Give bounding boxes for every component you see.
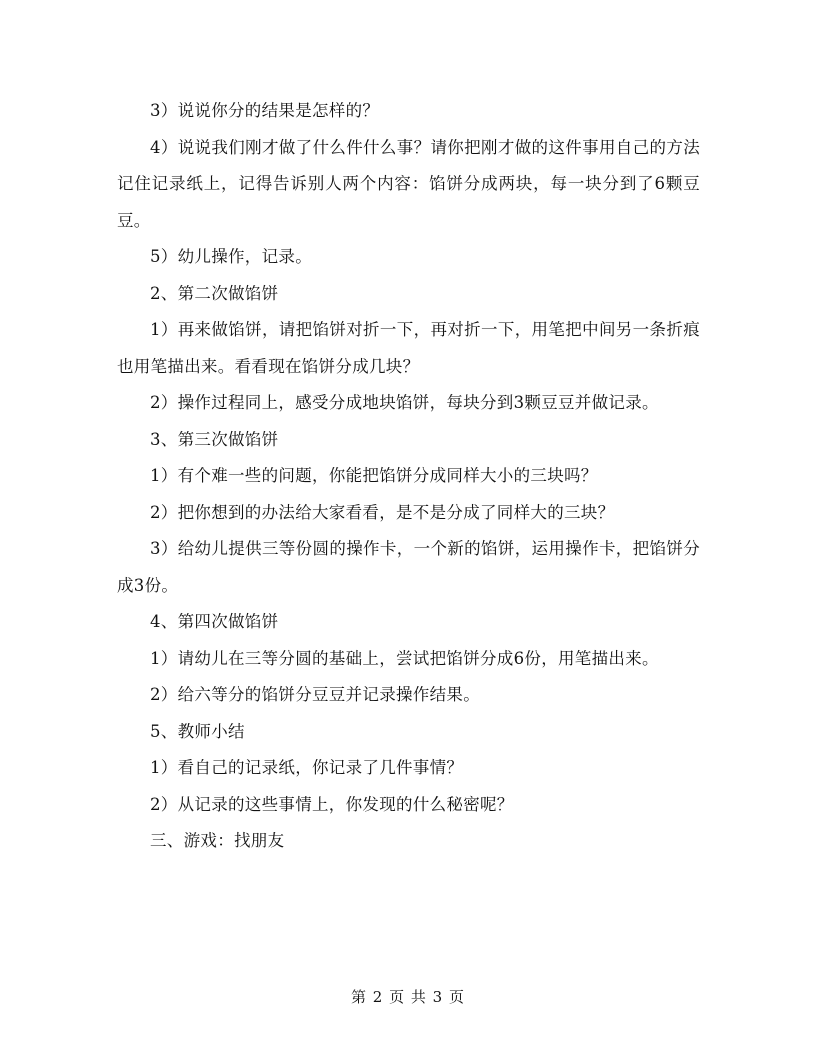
section-heading: 4、第四次做馅饼 xyxy=(150,612,279,631)
document-body xyxy=(117,93,700,860)
section-heading: 三、游戏：找朋友 xyxy=(150,831,285,850)
paragraph: 1）看自己的记录纸，你记录了几件事情？ xyxy=(150,758,464,777)
paragraph: 3）给幼儿提供三等份圆的操作卡，一个新的馅饼，运用操作卡，把馅饼分成3份。 xyxy=(117,539,700,595)
section-heading: 3、第三次做馅饼 xyxy=(150,429,279,449)
page-footer xyxy=(0,986,816,1007)
paragraph: 2）操作过程同上，感受分成地块馅饼，每块分到3颗豆豆并做记录。 xyxy=(150,393,659,412)
paragraph: 5）幼儿操作，记录。 xyxy=(150,247,312,266)
page-number-label: 第 2 页 共 3 页 xyxy=(351,988,465,1006)
paragraph: 1）请幼儿在三等分圆的基础上，尝试把馅饼分成6份，用笔描出来。 xyxy=(150,648,659,668)
paragraph: 2）给六等分的馅饼分豆豆并记录操作结果。 xyxy=(150,685,480,704)
paragraph: 2）从记录的这些事情上，你发现的什么秘密呢？ xyxy=(150,794,514,814)
paragraph: 1）再来做馅饼，请把馅饼对折一下，再对折一下，用笔把中间另一条折痕也用笔描出来。看看现在馅饼分成几块？ xyxy=(117,320,700,376)
section-heading: 5、教师小结 xyxy=(150,721,245,741)
paragraph: 3）说说你分的结果是怎样的？ xyxy=(150,101,380,120)
paragraph: 1）有个难一些的问题，你能把馅饼分成同样大小的三块吗？ xyxy=(150,466,598,485)
paragraph: 2）把你想到的办法给大家看看，是不是分成了同样大的三块？ xyxy=(150,502,615,522)
section-heading: 2、第二次做馅饼 xyxy=(150,283,279,303)
paragraph: 4）说说我们刚才做了什么件什么事？请你把刚才做的这件事用自己的方法记住记录纸上，记得告诉别人两个内容：馅饼分成两块，每一块分到了6颗豆豆。 xyxy=(117,137,700,230)
